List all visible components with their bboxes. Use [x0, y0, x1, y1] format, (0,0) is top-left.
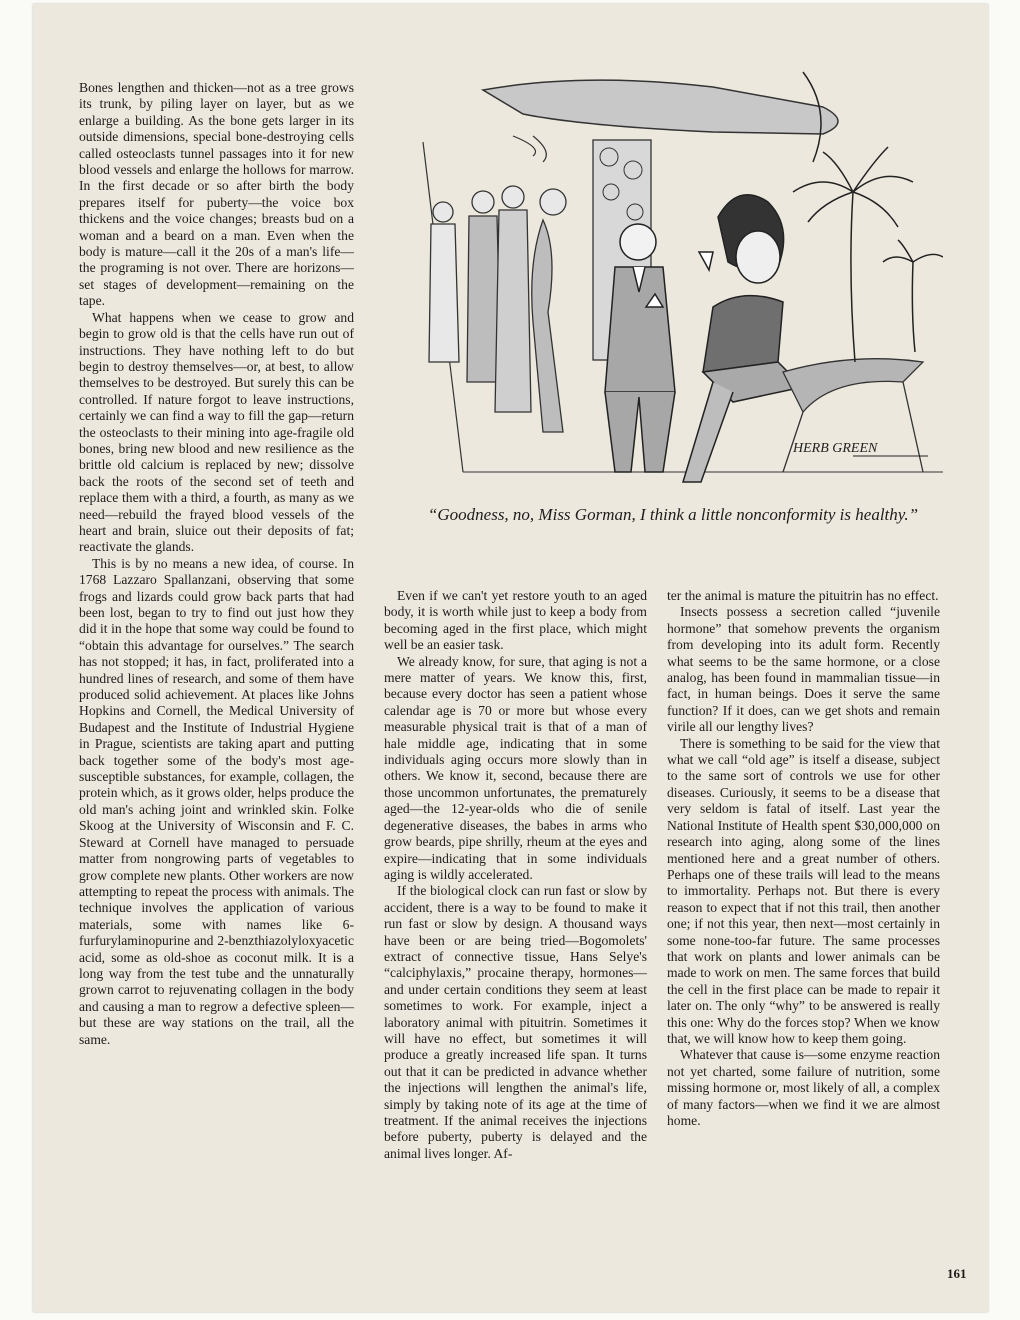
page-number: 161 — [947, 1266, 967, 1281]
cartoon-signature: HERB GREEN — [793, 441, 878, 456]
magazine-page — [33, 4, 988, 1312]
cartoon-illustration — [383, 52, 943, 492]
text-column-3 — [667, 588, 940, 1129]
cartoon-caption: “Goodness, no, Miss Gorman, I think a little nonconformity is healthy.” — [427, 505, 919, 524]
paragraph: If the biological clock can run fast or slow by accident, there is a way to be found to make it run fast or slow by design. A thousand ways have been or are being tried—Bogomolets' extract of connective tissue, Hans Selye's “calciphylaxis,” procaine therapy, hormones—and under certain conditions they seem at least sometimes to work. For example, inject a laboratory animal with pituitrin. Sometimes it will have no effect, but sometimes it will produce a greatly increased life span. It turns out that it can be predicted in advance whether the injections will lengthen the animal's life, simply by taking note of its age at the time of treatment. If the animal receives the injections before puberty, puberty is delayed and the animal lives longer. Af- — [384, 883, 647, 1161]
paragraph: Insects possess a secretion called “juvenile hormone” that somehow prevents the organism from developing into its adult form. Recently what seems to be the same hormone, or a close analog, has been found in mammalian tissue—in fact, in human beings. Does it serve the same function? If it does, can we get shots and remain virile all our lengthy lives? — [667, 604, 940, 735]
paragraph: There is something to be said for the view that what we call “old age” is itself a disease, subject to the same sort of controls we use for other diseases. Curiously, it seems to be a disease that very seldom is fatal of itself. Last year the National Institute of Health spent $30,000,000 on research into aging, along some of the lines mentioned here and a great number of others. Perhaps one of these trails will lead to the means to immortality. Perhaps not. But there is every reason to expect that if not this trail, then another one; if not this year, then next—most certainly in some none-too-far future. The same processes that work on plants and lower animals can be made to work on men. The same forces that build the cell in the first place can be made to repair it later on. The only “why” to be answered is really this one: Why do the forces stop? When we know that, we will know how to keep them going. — [667, 735, 940, 1046]
paragraph: This is by no means a new idea, of course. In 1768 Lazzaro Spallanzani, observing that some frogs and lizards could grow back parts that had been lost, began to try to find out just how they did it in the hope that some way could be found to “obtain this advantage for ourselves.” The search has not stopped; it has, in fact, proliferated into a hundred lines of research, and some of them have produced solid achievement. At places like Johns Hopkins and Cornell, the Medical University of Budapest and the Institute of Industrial Hygiene in Prague, scientists are taking apart and putting back together some of the body's most age-susceptible substances, for example, collagen, the protein which, as it grows older, helps produce the old man's aching joint and wrinkled skin. Folke Skoog at the University of Wisconsin and F. C. Steward at Cornell have managed to persuade matter from nongrowing parts of vegetables to grow complete new plants. Other workers are now attempting to repeat the process with animals. The technique involves the application of various materials, some with names like 6-furfurylaminopurine and 2-benzthiazolyloxyacetic acid, some as old-shoe as coconut milk. It is a long way from the test tube and the unnaturally grown carrot to rejuvenating collagen in the body and causing a man to regrow a defective spleen—but these are way stations on the trail, all the same. — [79, 555, 354, 1047]
paragraph: Even if we can't yet restore youth to an aged body, it is worth while just to keep a body from becoming aged in the first place, which might well be an easier task. — [384, 588, 647, 653]
paragraph: Bones lengthen and thicken—not as a tree grows its trunk, by piling layer on layer, but as we enlarge a building. As the bone gets larger in its outside dimensions, special bone-destroying cells called osteoclasts tunnel passages into it for new blood vessels and enlarge the hollows for marrow. In the first decade or so after birth the body prepares itself for puberty—the voice box thickens and the voice changes; breasts bud on a woman and a beard on a man. Even when the body is mature—call it the 20s of a man's life—the programing is not over. There are horizons—set stages of development—remaining on the tape. — [79, 80, 354, 309]
text-column-2 — [384, 588, 647, 1162]
paragraph: What happens when we cease to grow and begin to grow old is that the cells have run out of instructions. They have nothing left to do but begin to destroy themselves—or, at best, to allow themselves to be destroyed. But surely this can be controlled. If nature forgot to leave instructions, certainly we can find a way to fill the gap—return the osteoclasts to their mining into age-fragile old bones, bring new blood and new resilience as the brittle old calcium is replaced by new; dissolve back the roots of the second set of teeth and replace them with a third, a fourth, as many as we need—rebuild the frayed blood vessels of the heart and brain, sluice out their deposits of fat; reactivate the glands. — [79, 309, 354, 555]
paragraph: We already know, for sure, that aging is not a mere matter of years. We know this, first, because every doctor has seen a patient whose calendar age is 70 or more but whose every measurable physical trait is that of a man of hale middle age, indicating that in some individuals aging occurs more slowly than in others. We know it, second, because there are those uncommon unfortunates, the prematurely aged—the 12-year-olds who die of senile degenerative diseases, the babes in arms who grow beards, pipe shrilly, rheum at the eyes and expire—indicating that in some individuals aging is wildly accelerated. — [384, 653, 647, 882]
paragraph: Whatever that cause is—some enzyme reaction not yet charted, some failure of nutrition, some missing hormone or, most likely of all, a complex of many factors—when we find it we are almost home. — [667, 1047, 940, 1128]
text-column-1 — [79, 80, 354, 1048]
paragraph: ter the animal is mature the pituitrin has no effect. — [667, 588, 939, 603]
